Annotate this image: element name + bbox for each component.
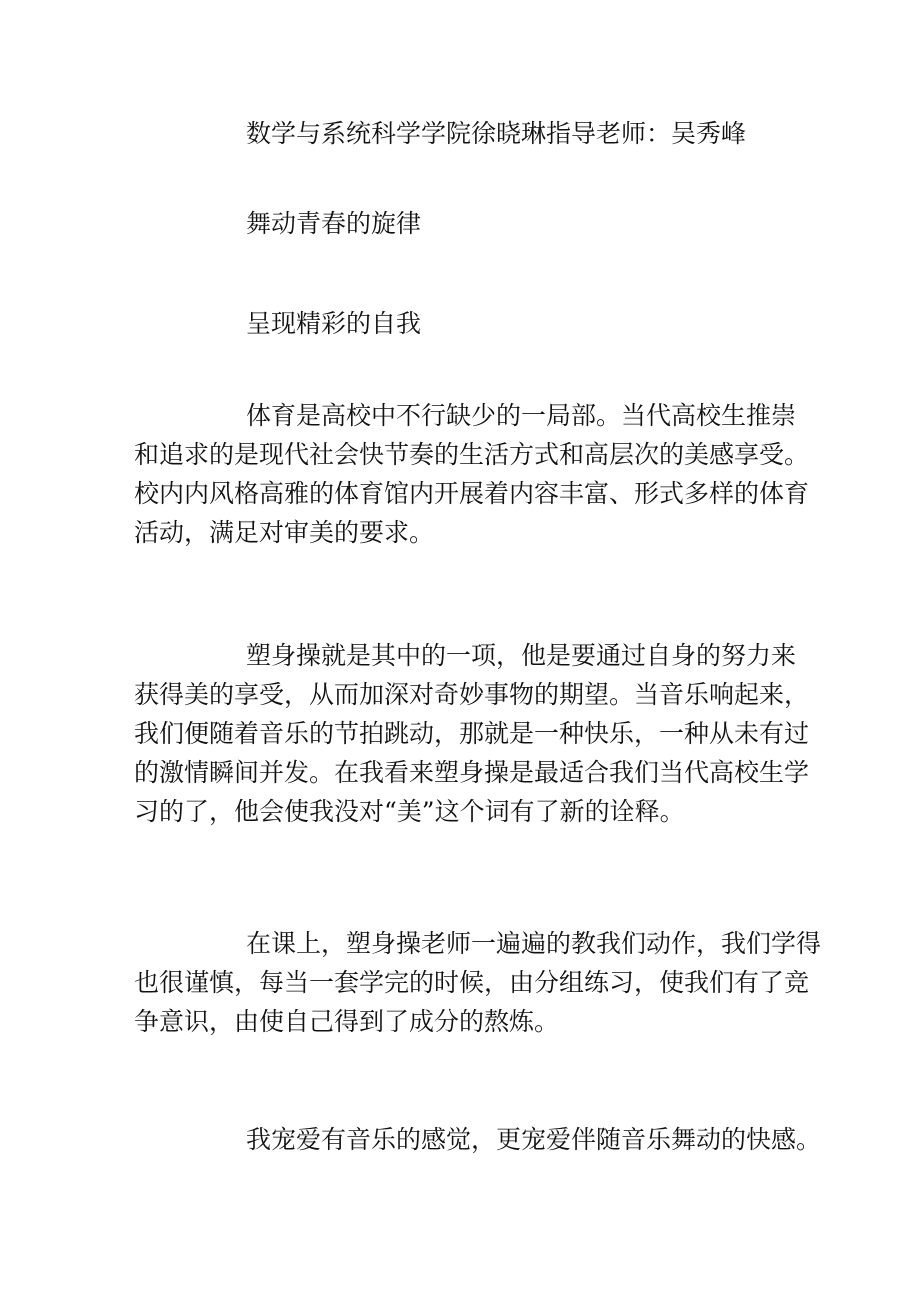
paragraph-2 [134,636,809,831]
paragraph-line: 的激情瞬间并发。在我看来塑身操是最适合我们当代高校生学 [134,758,810,787]
paragraph-line: 也很谨慎，每当一套学完的时候，由分组练习，使我们有了竞 [134,968,810,997]
paragraph-line: 校内内风格高雅的体育馆内开展着内容丰富、形式多样的体育 [134,479,810,508]
paragraph-4 [134,1120,822,1159]
paragraph-line: 获得美的享受，从而加深对奇妙事物的期望。当音乐响起来， [134,680,810,709]
paragraph-line: 塑身操就是其中的一项，他是要通过自身的努力来 [246,641,797,670]
paragraph-3 [134,924,822,1041]
document-subtitle: 呈现精彩的自我 [246,309,422,338]
paragraph-line: 和追求的是现代社会快节奏的生活方式和高层次的美感享受。 [134,440,810,469]
paragraph-line: 争意识，由使自己得到了成分的熬炼。 [134,1007,560,1036]
document-title: 舞动青春的旋律 [246,209,422,238]
paragraph-line: 活动，满足对审美的要求。 [134,518,435,547]
paragraph-line: 我们便随着音乐的节拍跳动，那就是一种快乐，一种从未有过 [134,719,810,748]
paragraph-line: 体育是高校中不行缺少的一局部。当代高校生推崇 [246,401,797,430]
paragraph-line: 在课上，塑身操老师一遍遍的教我们动作，我们学得 [246,929,822,958]
author-line: 数学与系统科学学院徐晓琳指导老师：吴秀峰 [246,119,747,148]
paragraph-1 [134,396,809,552]
paragraph-line: 我宠爱有音乐的感觉，更宠爱伴随音乐舞动的快感。 [246,1125,822,1154]
paragraph-line: 习的了，他会使我没对“美”这个词有了新的诠释。 [134,797,685,826]
